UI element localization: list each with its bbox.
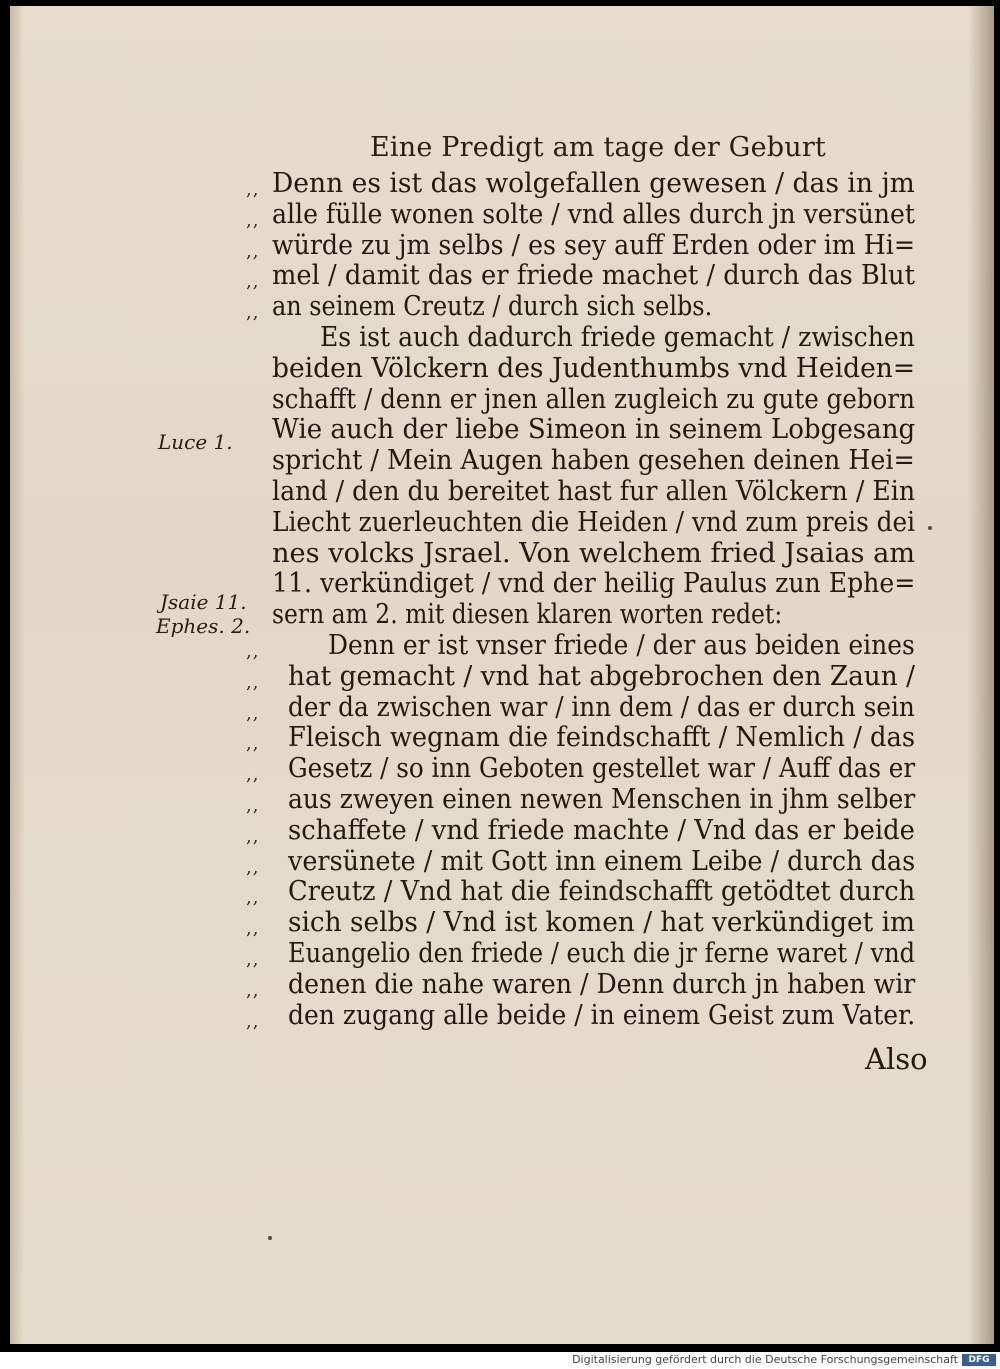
- text-line: [10, 907, 994, 939]
- catchword: Also: [865, 1042, 928, 1076]
- marginal-quote-mark: ,,: [246, 795, 260, 816]
- marginal-quote-mark: ,,: [246, 1010, 260, 1032]
- text-line: [10, 538, 994, 570]
- line-text: aus zweyen einen newen Menschen in jhm selber: [288, 784, 916, 815]
- line-text: hat gemacht / vnd hat abgebrochen den Zaun /: [288, 660, 915, 692]
- line-text: Euangelio den friede / euch die jr ferne waret / vnd: [288, 938, 916, 969]
- text-line: [10, 568, 994, 600]
- dfg-logo: DFG: [962, 1354, 996, 1366]
- line-text: nes volcks Jsrael. Von welchem fried Jsaias am: [272, 537, 916, 569]
- text-line: [10, 199, 994, 231]
- text-line: [10, 384, 994, 416]
- text-line: [10, 507, 994, 539]
- text-line: [10, 784, 994, 816]
- text-line: [10, 661, 994, 693]
- line-text: Fleisch wegnam die feindschafft / Nemlich / das: [288, 722, 916, 754]
- line-text: sich selbs / Vnd ist komen / hat verkündiget im: [288, 907, 915, 939]
- marginal-quote-mark: ,,: [246, 918, 260, 940]
- text-line: [10, 1000, 994, 1032]
- digitization-footer: [0, 1352, 1000, 1369]
- running-head: Eine Predigt am tage der Geburt: [370, 132, 826, 163]
- text-line: [10, 168, 994, 200]
- marginal-quote-mark: ,,: [246, 702, 260, 724]
- text-line: [10, 692, 994, 724]
- text-line: [10, 476, 994, 508]
- text-line: [10, 938, 994, 970]
- line-text: mel / damit das er friede machet / durch das Blut: [272, 260, 915, 292]
- marginal-quote-mark: ,,: [246, 302, 260, 324]
- margin-note-isaie: Jsaie 11.: [160, 590, 247, 614]
- margin-note-ephes: Ephes. 2.: [156, 614, 251, 638]
- text-line: [10, 260, 994, 292]
- text-line: [10, 846, 994, 878]
- marginal-quote-mark: ,,: [246, 733, 260, 755]
- book-page: [10, 6, 994, 1344]
- ink-speck: [268, 1236, 272, 1240]
- line-text: sern am 2. mit diesen klaren worten redet:: [272, 599, 783, 631]
- marginal-quote-mark: ,,: [246, 979, 260, 1001]
- text-line: [10, 753, 994, 785]
- marginal-quote-mark: ,,: [246, 271, 260, 293]
- line-text: spricht / Mein Augen haben gesehen deinen Hei=: [272, 445, 915, 477]
- marginal-quote-mark: ,,: [246, 856, 260, 878]
- text-line: [10, 291, 994, 323]
- line-text: schafft / denn er jnen allen zugleich zu gute geborn: [272, 383, 915, 415]
- line-text: Denn es ist das wolgefallen gewesen / das in jm: [272, 168, 915, 199]
- line-text: Creutz / Vnd hat die feindschafft getödtet durch: [288, 876, 916, 908]
- text-line: [10, 353, 994, 385]
- line-text: versünete / mit Gott inn einem Leibe / durch das: [288, 845, 916, 877]
- line-text: würde zu jm selbs / es sey auff Erden oder im Hi=: [272, 229, 916, 261]
- text-line: [10, 322, 994, 354]
- line-text: beiden Völckern des Judenthumbs vnd Heiden=: [272, 352, 916, 384]
- ink-speck: [928, 526, 932, 530]
- marginal-quote-mark: ,,: [246, 179, 260, 200]
- line-text: Wie auch der liebe Simeon in seinem Lobgesang: [272, 414, 916, 446]
- line-text: schaffete / vnd friede machte / Vnd das er beide: [288, 814, 915, 846]
- text-line: [10, 969, 994, 1001]
- marginal-quote-mark: ,,: [246, 240, 260, 262]
- line-text: an seinem Creutz / durch sich selbs.: [272, 291, 713, 323]
- marginal-quote-mark: ,,: [246, 825, 260, 847]
- line-text: denen die nahe waren / Denn durch jn haben wir: [288, 968, 916, 1000]
- marginal-quote-mark: ,,: [246, 887, 260, 909]
- margin-note-luce: Luce 1.: [158, 430, 233, 454]
- line-text: den zugang alle beide / in einem Geist zum Vater.: [288, 999, 916, 1031]
- line-text: alle fülle wonen solte / vnd alles durch jn versünet: [272, 198, 915, 230]
- text-line: [10, 722, 994, 754]
- line-text: 11. verkündiget / vnd der heilig Paulus zun Ephe=: [272, 568, 916, 600]
- text-line: [10, 815, 994, 847]
- line-text: der da zwischen war / inn dem / das er durch sein: [288, 691, 915, 723]
- line-text: Es ist auch dadurch friede gemacht / zwischen: [320, 322, 915, 353]
- footer-credit: Digitalisierung gefördert durch die Deutsche Forschungsgemeinschaft: [572, 1353, 958, 1366]
- line-text: land / den du bereitet hast fur allen Völckern / Ein: [272, 476, 916, 507]
- marginal-quote-mark: ,,: [246, 641, 260, 662]
- line-text: Denn er ist vnser friede / der aus beiden eines: [328, 630, 915, 661]
- marginal-quote-mark: ,,: [246, 764, 260, 786]
- marginal-quote-mark: ,,: [246, 209, 260, 231]
- line-text: Gesetz / so inn Geboten gestellet war / Auff das er: [288, 753, 916, 785]
- text-line: [10, 876, 994, 908]
- marginal-quote-mark: ,,: [246, 949, 260, 970]
- marginal-quote-mark: ,,: [246, 671, 260, 693]
- line-text: Liecht zuerleuchten die Heiden / vnd zum preis dei: [272, 506, 916, 538]
- text-line: [10, 230, 994, 262]
